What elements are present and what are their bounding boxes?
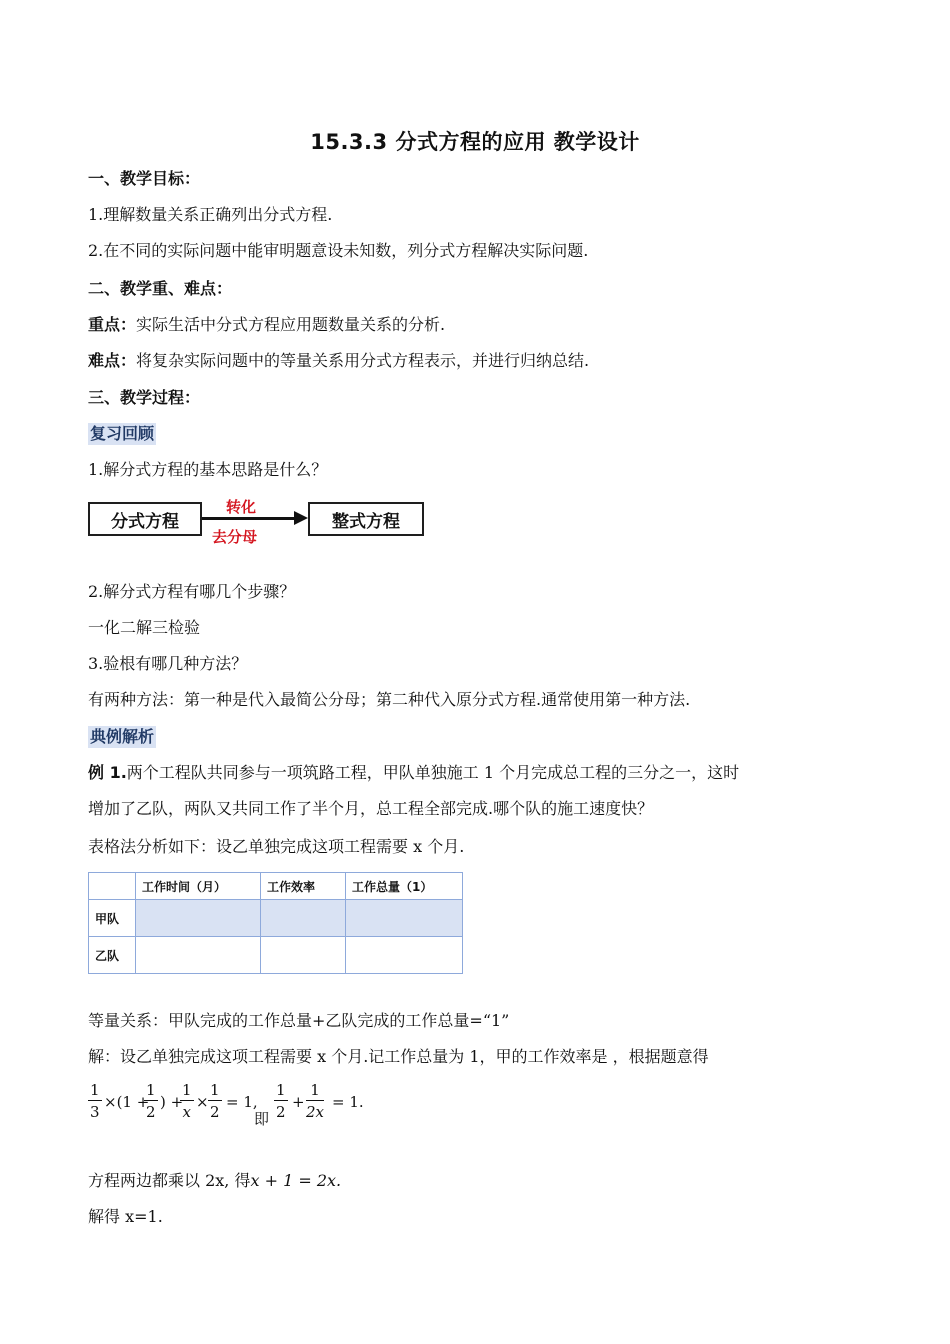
example-tag: 典例解析 — [90, 727, 155, 746]
table-cell — [346, 900, 463, 937]
key-point-label: 重点： — [88, 315, 137, 334]
table-cell — [261, 937, 346, 974]
difficult-point-text: 将复杂实际问题中的等量关系用分式方程表示，并进行归纳总结. — [136, 351, 590, 370]
review-answer-2: 一化二解三检验 — [88, 618, 201, 637]
flow-box-fractional-equation: 分式方程 — [88, 502, 202, 536]
example-tag-line — [88, 726, 156, 748]
goal-item-2: 2.在不同的实际问题中能审明题意设未知数，列分式方程解决实际问题. — [88, 241, 589, 260]
table-row — [89, 900, 463, 937]
fraction: $\frac{1}{3}$ — [90, 1081, 100, 1121]
solution-text: 解：设乙单独完成这项工程需要 x 个月.记工作总量为 1，甲的工作效率是 ，根据题意得 — [88, 1047, 709, 1066]
flow-label-convert: 转化 — [226, 498, 257, 516]
review-tag-line — [88, 423, 156, 445]
equation-text: × — [196, 1093, 209, 1111]
equation-text: ) + — [160, 1093, 184, 1111]
table-row-header: 乙队 — [89, 937, 136, 974]
review-question-3: 3.验根有哪几种方法？ — [88, 654, 248, 673]
key-point — [88, 314, 445, 336]
multiply-step-text: 方程两边都乘以 2x, 得 — [88, 1171, 251, 1190]
analysis-table — [88, 872, 463, 974]
table-header-row — [89, 873, 463, 900]
table-analysis-intro: 表格法分析如下：设乙单独完成这项工程需要 x 个月. — [88, 837, 465, 856]
multiply-step-equation: x + 1 = 2x. — [250, 1171, 342, 1190]
flow-box-integral-equation: 整式方程 — [308, 502, 424, 536]
example-label: 例 1. — [88, 763, 127, 782]
flow-arrowhead-icon — [294, 511, 308, 525]
flow-arrow — [202, 517, 302, 520]
table-header-cell: 工作时间（月） — [136, 873, 261, 900]
key-point-text: 实际生活中分式方程应用题数量关系的分析. — [136, 315, 446, 334]
review-tag: 复习回顾 — [90, 424, 155, 443]
fraction: $\frac{1}{2}$ — [210, 1081, 220, 1121]
result-text: 解得 x=1. — [88, 1207, 163, 1226]
table-header-cell: 工作效率 — [261, 873, 346, 900]
equation-text: = 1. — [332, 1093, 364, 1111]
section-heading-goals: 一、教学目标： — [88, 169, 201, 188]
difficult-point — [88, 350, 589, 372]
conversion-flow-diagram — [88, 492, 428, 548]
multiply-step — [88, 1170, 341, 1192]
example-line-2: 增加了乙队，两队又共同工作了半个月，总工程全部完成.哪个队的施工速度快？ — [88, 799, 654, 818]
example-text-1: 两个工程队共同参与一项筑路工程，甲队单独施工 1 个月完成总工程的三分之一，这时 — [126, 763, 740, 782]
equal-relation: 等量关系：甲队完成的工作总量+乙队完成的工作总量=“1” — [88, 1011, 510, 1030]
equation-text: = 1, — [226, 1093, 258, 1111]
fraction: $\frac{1}{x}$ — [182, 1081, 192, 1121]
review-question-2: 2.解分式方程有哪几个步骤？ — [88, 582, 296, 601]
review-answer-3: 有两种方法：第一种是代入最简公分母；第二种代入原分式方程.通常使用第一种方法. — [88, 690, 691, 709]
goal-item-1: 1.理解数量关系正确列出分式方程. — [88, 205, 333, 224]
table-row — [89, 937, 463, 974]
table-cell — [346, 937, 463, 974]
table-cell — [261, 900, 346, 937]
table-header-cell — [89, 873, 136, 900]
section-heading-key-points: 二、教学重、难点： — [88, 279, 233, 298]
table-row-header: 甲队 — [89, 900, 136, 937]
equation-text: ×(1 + — [104, 1093, 150, 1111]
table-cell — [136, 900, 261, 937]
table-cell — [136, 937, 261, 974]
review-question-1: 1.解分式方程的基本思路是什么？ — [88, 460, 328, 479]
flow-label-remove-denominator: 去分母 — [212, 528, 258, 546]
fraction: $\frac{1}{2}$ — [276, 1081, 286, 1121]
fraction: $\frac{1}{2}$ — [146, 1081, 156, 1121]
page-title: 15.3.3 分式方程的应用 教学设计 — [310, 130, 640, 154]
equation-text-namely: 即 — [254, 1110, 270, 1128]
example-line-1 — [88, 762, 739, 784]
difficult-point-label: 难点： — [88, 351, 137, 370]
section-heading-process: 三、教学过程： — [88, 388, 201, 407]
equation-text: + — [292, 1093, 305, 1111]
table-header-cell: 工作总量（1） — [346, 873, 463, 900]
fraction: $\frac{1}{2x}$ — [306, 1081, 325, 1121]
